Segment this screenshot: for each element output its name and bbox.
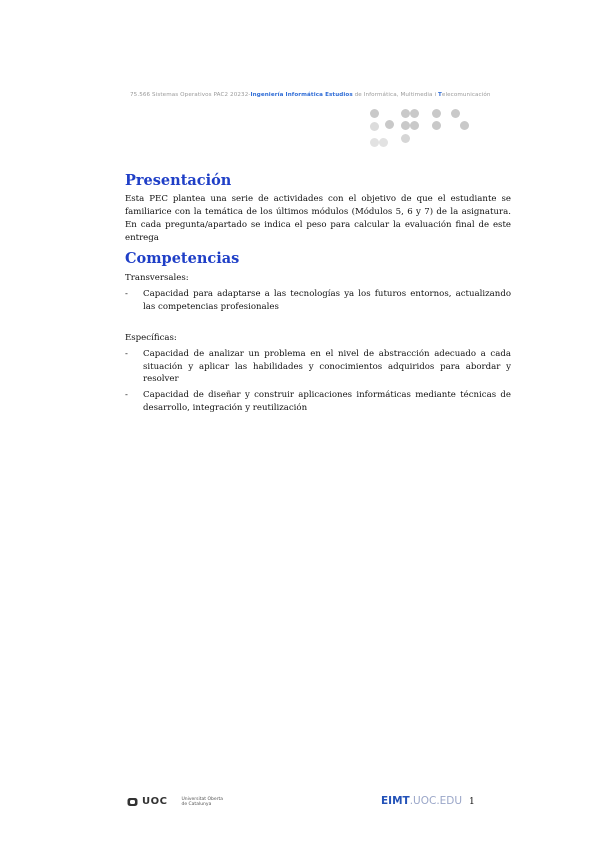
header-tel-rest: elecomunicación bbox=[441, 92, 491, 98]
transversales-label: Transversales: bbox=[125, 273, 189, 283]
bullet-marker: - bbox=[125, 390, 128, 400]
list-item-text: Capacidad para adaptarse a las tecnologías ya los futuros entornos, actualizando las competencias profesionales bbox=[143, 289, 511, 312]
uoc-wordmark: UOC bbox=[142, 796, 168, 807]
uoc-fullname-line1: Universitat Oberta bbox=[181, 796, 223, 802]
bullet-marker: - bbox=[125, 289, 128, 299]
header-tel-initial: T bbox=[438, 92, 442, 98]
header-program: Ingeniería Informática bbox=[250, 92, 324, 98]
eimt-bold: EIMT bbox=[381, 795, 410, 807]
list-item-transversal bbox=[125, 288, 511, 314]
list-item-especifica bbox=[125, 389, 511, 415]
uoc-logo bbox=[127, 796, 223, 807]
especificas-label: Específicas: bbox=[125, 333, 177, 343]
competencias-heading: Competencias bbox=[125, 250, 240, 267]
uoc-fullname-line2: de Catalunya bbox=[181, 801, 212, 807]
list-item-especifica bbox=[125, 348, 511, 386]
list-item-text: Capacidad de diseñar y construir aplicaciones informáticas mediante técnicas de desarrollo, integración y reutilización bbox=[143, 390, 511, 413]
page-number: 1 bbox=[469, 797, 475, 807]
eimt-domain: .UOC.EDU bbox=[409, 795, 463, 807]
uoc-fullname bbox=[181, 797, 223, 807]
header-course: 75.566 Sistemas Operativos PAC2 20232- bbox=[130, 92, 251, 98]
decorative-dots-graphic bbox=[368, 108, 478, 150]
uoc-icon bbox=[127, 797, 138, 807]
list-item-text: Capacidad de analizar un problema en el nivel de abstracción adecuado a cada situación y aplicar las habilidades y conocimientos adquiridos para abordar y resolver bbox=[143, 349, 511, 384]
bullet-marker: - bbox=[125, 349, 128, 359]
eimt-logo bbox=[381, 795, 462, 807]
running-header bbox=[130, 92, 530, 98]
presentacion-heading: Presentación bbox=[125, 172, 232, 189]
header-faculty: de Informática, Multimedia i bbox=[352, 92, 438, 98]
header-studies: Estudios bbox=[323, 92, 353, 98]
presentacion-paragraph: Esta PEC plantea una serie de actividades con el objetivo de que el estudiante se familiarice con la temática de los últimos módulos (Módulos 5, 6 y 7) de la asignatura. En cada pregunta/apartado se indica el peso para calcular la evaluación final de este entrega bbox=[125, 194, 511, 243]
